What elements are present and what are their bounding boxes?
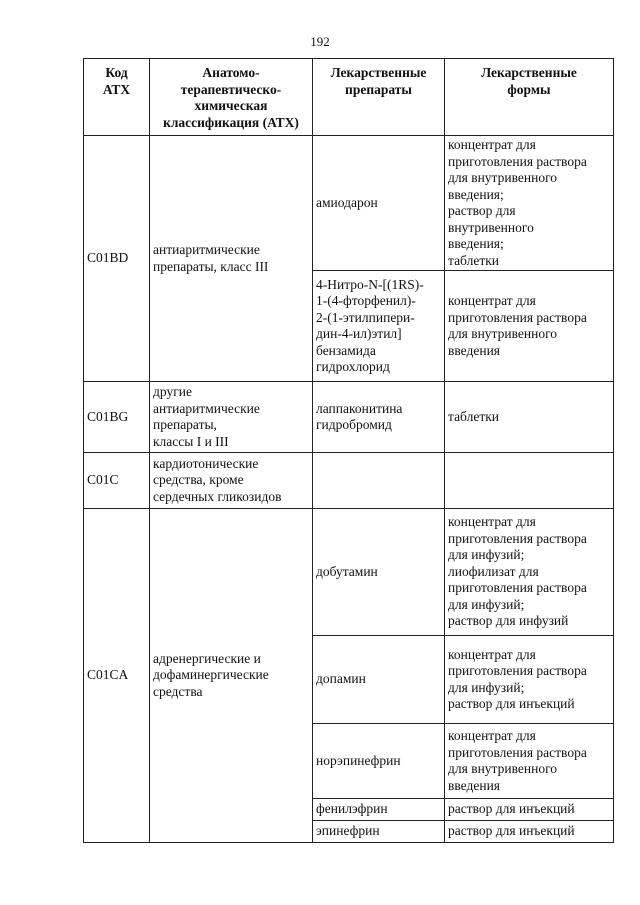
form-cell: концентрат для приготовления раствора для внутривенного введения <box>445 724 614 799</box>
classification-cell: кардиотонические средства, кроме сердечных гликозидов <box>150 453 313 509</box>
atx-code-cell: C01C <box>84 453 150 509</box>
form-cell: раствор для инъекций <box>445 821 614 843</box>
table-row <box>84 453 614 509</box>
form-cell: концентрат для приготовления раствора для инфузий; лиофилизат для приготовления раствора для инфузий; раствор для инфузий <box>445 509 614 636</box>
drug-cell: амиодарон <box>313 136 445 271</box>
drug-cell: 4-Нитро-N-[(1RS)- 1-(4-фторфенил)- 2-(1-этилпипери- дин-4-ил)этил] бензамида гидрохлорид <box>313 271 445 382</box>
atx-code-cell: C01BG <box>84 382 150 453</box>
drug-cell-empty <box>313 453 445 509</box>
page-number: 192 <box>310 34 330 49</box>
drug-cell: добутамин <box>313 509 445 636</box>
form-cell: концентрат для приготовления раствора для инфузий; раствор для инъекций <box>445 636 614 724</box>
atx-code-cell: C01BD <box>84 136 150 382</box>
table-row <box>84 509 614 636</box>
header-forms: Лекарственные формы <box>445 59 614 136</box>
drug-cell: лаппаконитина гидробромид <box>313 382 445 453</box>
form-cell: таблетки <box>445 382 614 453</box>
form-cell: концентрат для приготовления раствора для внутривенного введения; раствор для внутривенного введения; таблетки <box>445 136 614 271</box>
header-code: Код АТХ <box>84 59 150 136</box>
classification-cell: другие антиаритмические препараты, классы I и III <box>150 382 313 453</box>
form-cell: раствор для инъекций <box>445 799 614 821</box>
classification-cell: антиаритмические препараты, класс III <box>150 136 313 382</box>
header-row <box>84 59 614 136</box>
header-drugs: Лекарственные препараты <box>313 59 445 136</box>
drug-cell: эпинефрин <box>313 821 445 843</box>
classification-cell: адренергические и дофаминергические средства <box>150 509 313 843</box>
form-cell-empty <box>445 453 614 509</box>
table-row <box>84 382 614 453</box>
header-classification: Анатомо- терапевтическо- химическая классификация (АТХ) <box>150 59 313 136</box>
atx-code-cell: C01CA <box>84 509 150 843</box>
drug-cell: фенилэфрин <box>313 799 445 821</box>
drug-cell: норэпинефрин <box>313 724 445 799</box>
drug-cell: допамин <box>313 636 445 724</box>
atx-table <box>83 58 614 843</box>
table-row <box>84 136 614 271</box>
form-cell: концентрат для приготовления раствора для внутривенного введения <box>445 271 614 382</box>
